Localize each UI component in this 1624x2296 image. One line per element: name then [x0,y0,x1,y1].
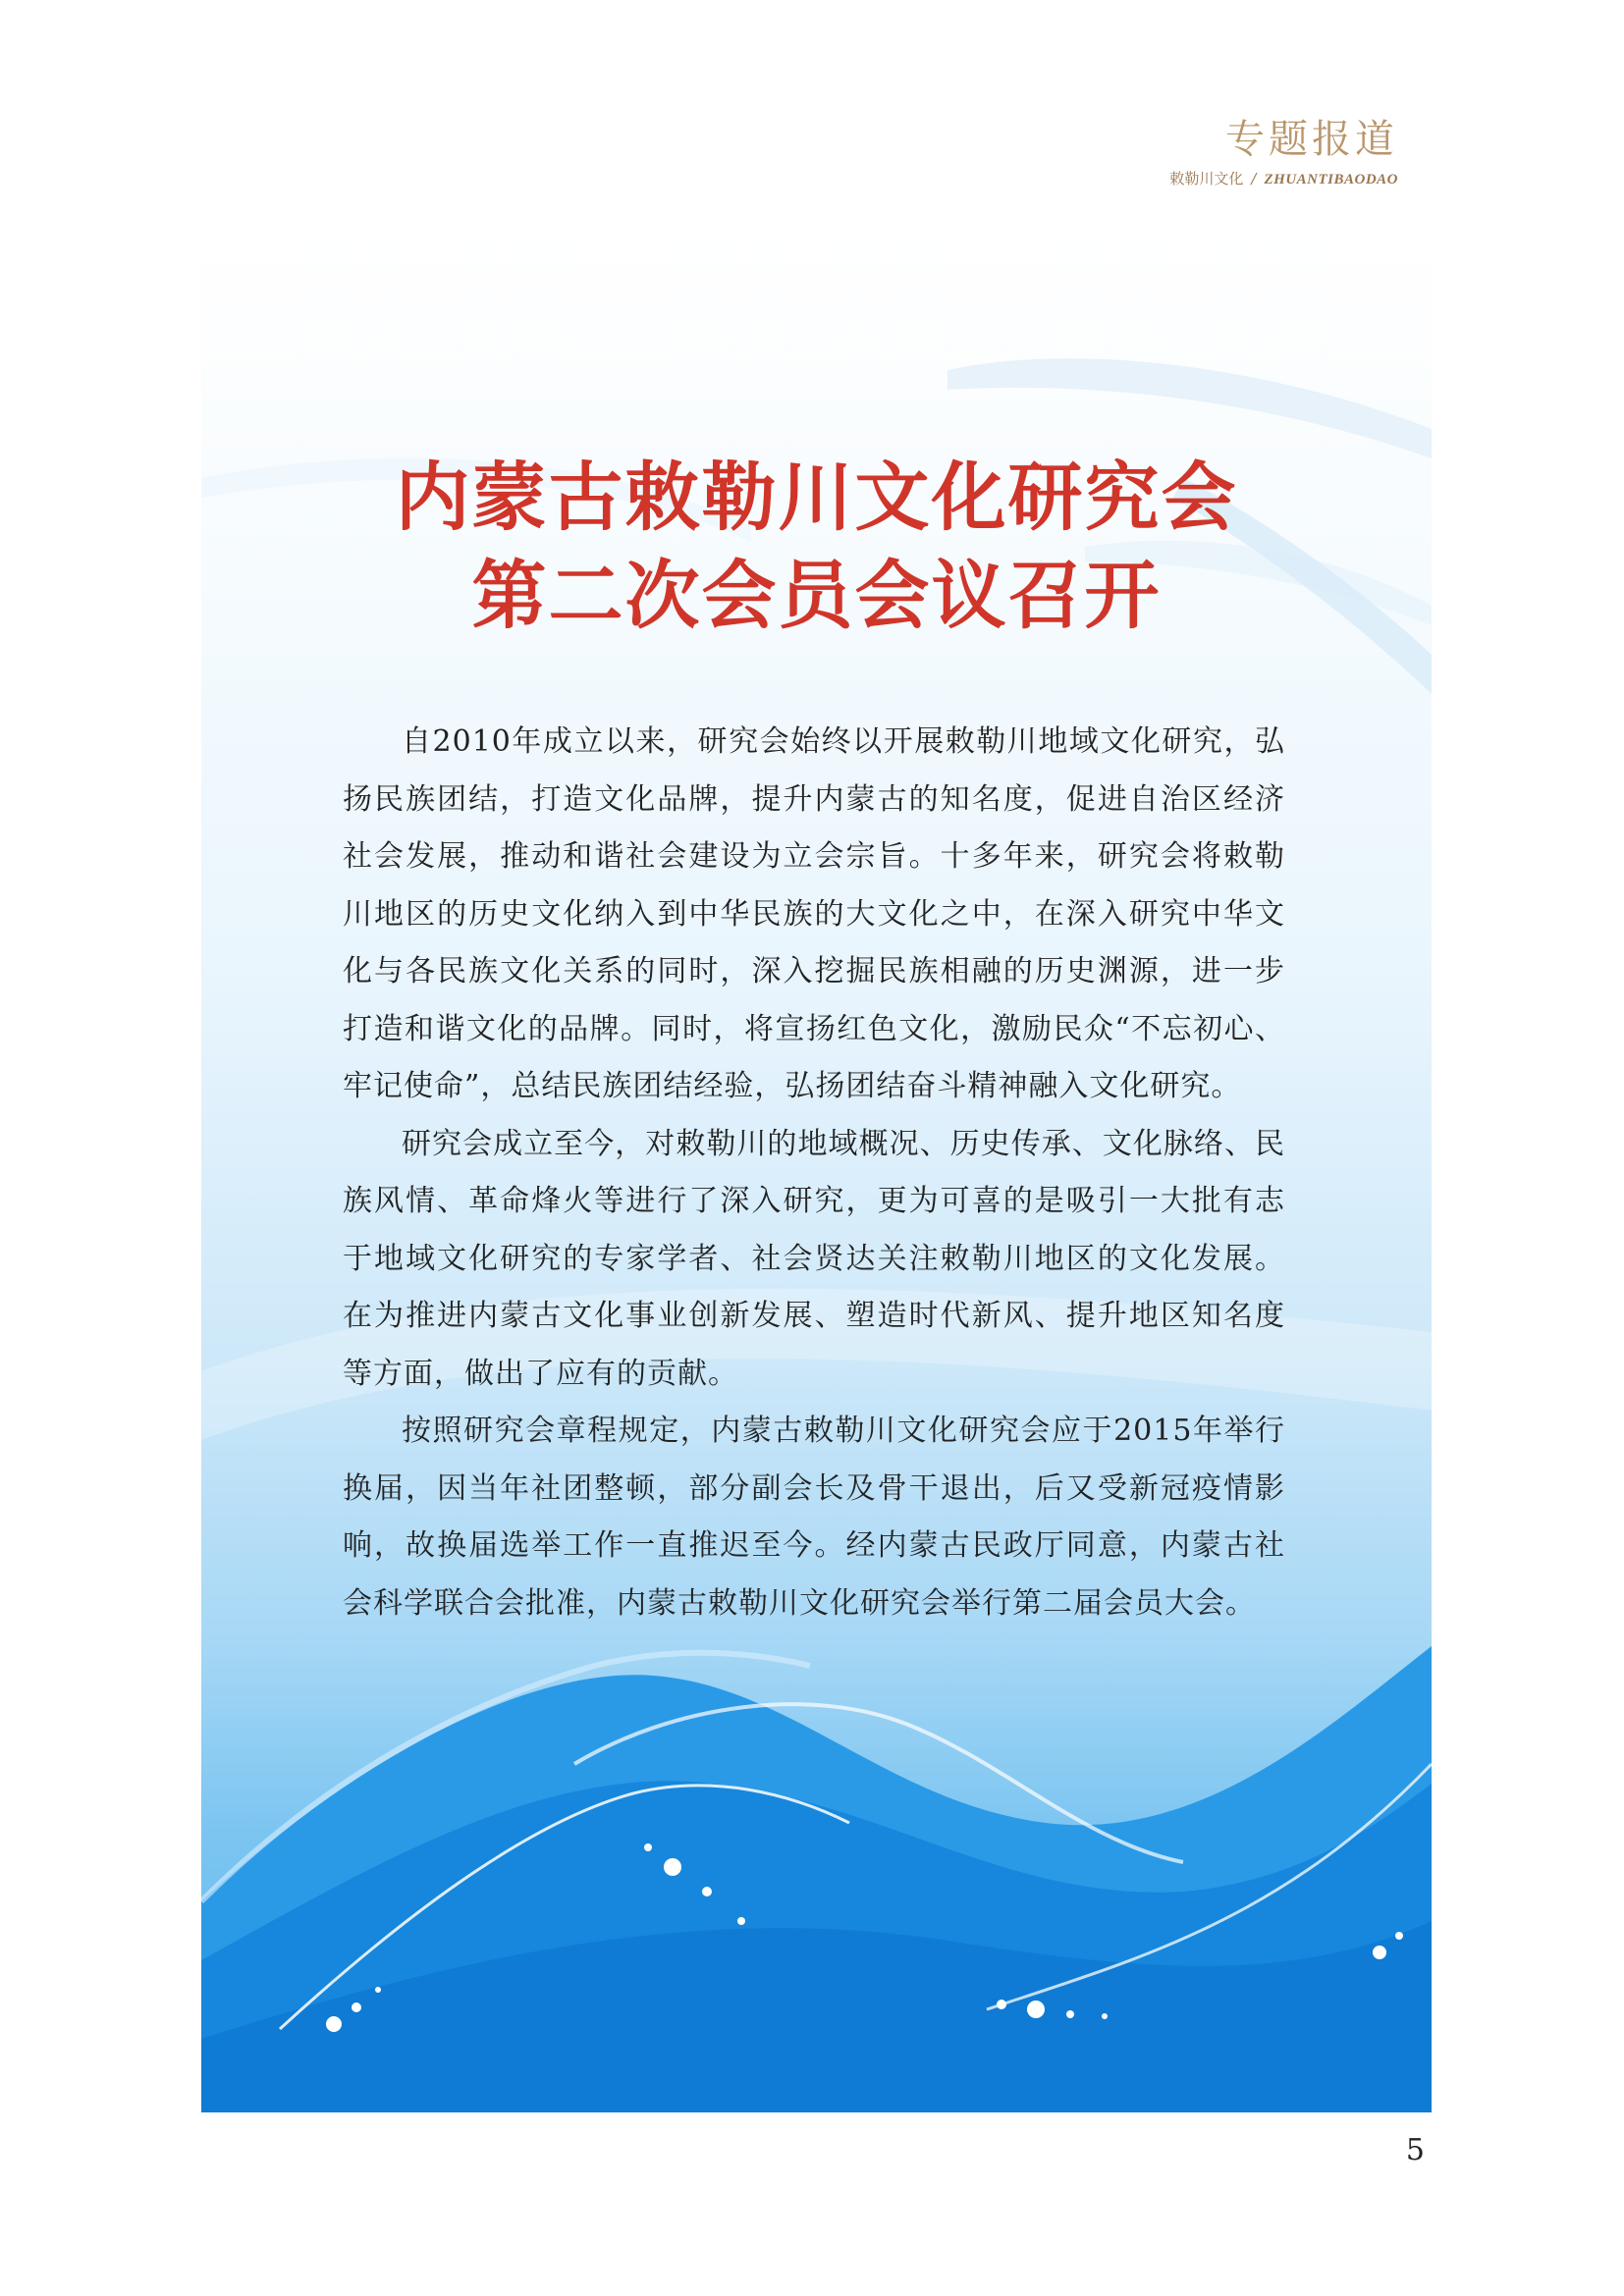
section-subtitle-en: ZHUANTIBAODAO [1264,172,1398,187]
article-title-line-1: 内蒙古敕勒川文化研究会 [395,454,1238,541]
section-subtitle-cn: 敕勒川文化 [1169,170,1244,187]
section-separator: / [1251,170,1257,187]
page-number: 5 [1405,2133,1425,2167]
article-body [343,714,1285,1632]
running-head [1169,116,1398,189]
section-subtitle [1169,169,1398,189]
article-title-line-2: 第二次会员会议召开 [471,552,1162,639]
article-paragraph: 研究会成立至今，对敕勒川的地域概况、历史传承、文化脉络、民族风情、革命烽火等进行了深入研究，更为可喜的是吸引一大批有志于地域文化研究的专家学者、社会贤达关注敕勒川地区的文化发展。在为推进内蒙古文化事业创新发展、塑造时代新风、提升地区知名度等方面，做出了应有的贡献。 [343,1126,1285,1391]
article-paragraph: 自2010年成立以来，研究会始终以开展敕勒川地域文化研究，弘扬民族团结，打造文化品牌，提升内蒙古的知名度，促进自治区经济社会发展，推动和谐社会建设为立会宗旨。十多年来，研究会将敕勒川地区的历史文化纳入到中华民族的大文化之中，在深入研究中华文化与各民族文化关系的同时，深入挖掘民族相融的历史渊源，进一步打造和谐文化的品牌。同时，将宣扬红色文化，激励民众“不忘初心、牢记使命”，总结民族团结经验，弘扬团结奋斗精神融入文化研究。 [343,724,1285,1103]
article-panel [201,233,1432,2112]
section-title: 专题报道 [1225,117,1398,162]
article-paragraph: 按照研究会章程规定，内蒙古敕勒川文化研究会应于2015年举行换届，因当年社团整顿，部分副会长及骨干退出，后又受新冠疫情影响，故换届选举工作一直推迟至今。经内蒙古民政厅同意，内蒙古社会科学联合会批准，内蒙古敕勒川文化研究会举行第二届会员大会。 [343,1414,1285,1621]
